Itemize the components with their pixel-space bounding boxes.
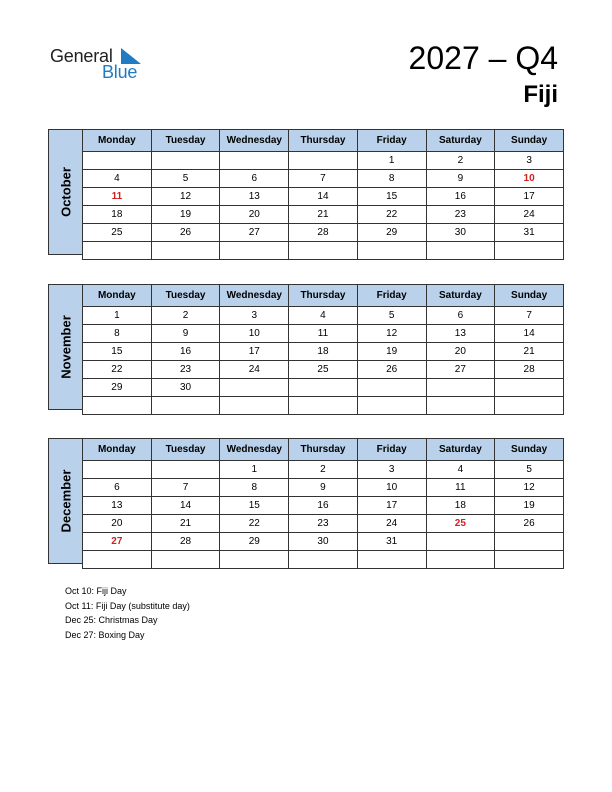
day-cell — [151, 551, 220, 569]
day-cell: 15 — [83, 343, 152, 361]
day-cell: 13 — [426, 325, 495, 343]
day-cell — [426, 551, 495, 569]
day-cell: 26 — [357, 361, 426, 379]
day-cell: 2 — [289, 461, 358, 479]
day-cell: 24 — [495, 206, 564, 224]
day-cell — [220, 551, 289, 569]
day-cell — [289, 551, 358, 569]
weekday-header: Sunday — [495, 285, 564, 307]
day-cell: 9 — [151, 325, 220, 343]
day-cell — [220, 152, 289, 170]
day-cell: 1 — [83, 307, 152, 325]
day-cell: 6 — [426, 307, 495, 325]
day-cell: 12 — [151, 188, 220, 206]
weekday-header: Sunday — [495, 439, 564, 461]
day-cell: 13 — [83, 497, 152, 515]
calendar-table — [82, 129, 564, 260]
weekday-header: Tuesday — [151, 130, 220, 152]
weekday-header: Monday — [83, 439, 152, 461]
day-cell — [357, 551, 426, 569]
day-cell: 24 — [220, 361, 289, 379]
day-cell: 20 — [220, 206, 289, 224]
weekday-header: Thursday — [289, 130, 358, 152]
day-cell: 5 — [495, 461, 564, 479]
day-cell: 2 — [151, 307, 220, 325]
weekday-header: Thursday — [289, 285, 358, 307]
day-cell: 24 — [357, 515, 426, 533]
month-label-box — [48, 129, 82, 255]
day-cell: 19 — [151, 206, 220, 224]
weekday-header: Wednesday — [220, 130, 289, 152]
day-cell: 30 — [426, 224, 495, 242]
weekday-header-row — [83, 285, 564, 307]
day-cell: 2 — [426, 152, 495, 170]
day-cell: 27 — [83, 533, 152, 551]
day-cell: 28 — [289, 224, 358, 242]
day-cell — [495, 379, 564, 397]
calendar-table — [82, 438, 564, 569]
logo-blue-text: Blue — [102, 62, 138, 82]
day-cell — [83, 152, 152, 170]
day-cell: 10 — [357, 479, 426, 497]
week-row — [83, 397, 564, 415]
day-cell: 8 — [220, 479, 289, 497]
day-cell — [83, 461, 152, 479]
day-cell: 19 — [357, 343, 426, 361]
week-row — [83, 152, 564, 170]
week-row — [83, 551, 564, 569]
week-row — [83, 515, 564, 533]
day-cell: 20 — [83, 515, 152, 533]
day-cell: 25 — [289, 361, 358, 379]
logo-general-text: General — [50, 46, 113, 66]
calendar-table — [82, 284, 564, 415]
weekday-header: Monday — [83, 285, 152, 307]
day-cell — [151, 152, 220, 170]
month-label-box — [48, 284, 82, 410]
weekday-header: Saturday — [426, 130, 495, 152]
day-cell: 25 — [83, 224, 152, 242]
month-october — [48, 129, 564, 255]
day-cell: 3 — [357, 461, 426, 479]
week-row — [83, 325, 564, 343]
day-cell — [289, 242, 358, 260]
week-row — [83, 188, 564, 206]
day-cell: 20 — [426, 343, 495, 361]
day-cell: 7 — [151, 479, 220, 497]
holiday-note: Dec 27: Boxing Day — [65, 629, 145, 640]
day-cell: 1 — [357, 152, 426, 170]
day-cell: 28 — [495, 361, 564, 379]
day-cell: 18 — [83, 206, 152, 224]
holiday-note: Oct 10: Fiji Day — [65, 586, 127, 596]
day-cell: 1 — [220, 461, 289, 479]
day-cell: 11 — [289, 325, 358, 343]
day-cell: 23 — [289, 515, 358, 533]
week-row — [83, 307, 564, 325]
day-cell: 21 — [289, 206, 358, 224]
day-cell — [426, 242, 495, 260]
weekday-header: Sunday — [495, 130, 564, 152]
week-row — [83, 242, 564, 260]
week-row — [83, 361, 564, 379]
day-cell: 22 — [357, 206, 426, 224]
weekday-header-row — [83, 130, 564, 152]
week-row — [83, 224, 564, 242]
day-cell: 31 — [495, 224, 564, 242]
week-row — [83, 461, 564, 479]
day-cell: 3 — [220, 307, 289, 325]
day-cell — [83, 551, 152, 569]
logo — [50, 44, 160, 84]
day-cell: 4 — [83, 170, 152, 188]
day-cell: 12 — [495, 479, 564, 497]
day-cell: 23 — [426, 206, 495, 224]
day-cell: 9 — [426, 170, 495, 188]
day-cell — [426, 379, 495, 397]
day-cell: 17 — [357, 497, 426, 515]
weekday-header: Monday — [83, 130, 152, 152]
day-cell: 7 — [289, 170, 358, 188]
weekday-header: Saturday — [426, 439, 495, 461]
day-cell: 10 — [220, 325, 289, 343]
week-row — [83, 533, 564, 551]
week-row — [83, 206, 564, 224]
day-cell: 29 — [220, 533, 289, 551]
weekday-header: Saturday — [426, 285, 495, 307]
day-cell — [289, 152, 358, 170]
day-cell — [151, 397, 220, 415]
day-cell: 30 — [151, 379, 220, 397]
day-cell: 16 — [426, 188, 495, 206]
weekday-header: Friday — [357, 439, 426, 461]
day-cell: 6 — [220, 170, 289, 188]
day-cell: 31 — [357, 533, 426, 551]
week-row — [83, 479, 564, 497]
day-cell: 14 — [151, 497, 220, 515]
day-cell: 29 — [83, 379, 152, 397]
day-cell: 15 — [357, 188, 426, 206]
month-label: December — [58, 469, 73, 533]
day-cell — [495, 551, 564, 569]
holiday-note: Oct 11: Fiji Day (substitute day) — [65, 600, 190, 611]
day-cell — [289, 379, 358, 397]
day-cell: 18 — [289, 343, 358, 361]
day-cell: 15 — [220, 497, 289, 515]
day-cell: 9 — [289, 479, 358, 497]
day-cell: 21 — [151, 515, 220, 533]
day-cell — [495, 397, 564, 415]
day-cell: 26 — [495, 515, 564, 533]
day-cell — [220, 242, 289, 260]
day-cell: 3 — [495, 152, 564, 170]
day-cell — [151, 242, 220, 260]
day-cell — [357, 397, 426, 415]
day-cell: 7 — [495, 307, 564, 325]
day-cell — [83, 242, 152, 260]
page-title: 2027 – Q4 — [408, 40, 558, 76]
day-cell — [426, 397, 495, 415]
day-cell: 16 — [151, 343, 220, 361]
day-cell: 4 — [426, 461, 495, 479]
day-cell: 8 — [357, 170, 426, 188]
day-cell: 14 — [289, 188, 358, 206]
weekday-header: Friday — [357, 130, 426, 152]
day-cell: 14 — [495, 325, 564, 343]
month-label: October — [58, 167, 73, 217]
day-cell: 11 — [83, 188, 152, 206]
weekday-header: Wednesday — [220, 439, 289, 461]
day-cell — [495, 533, 564, 551]
day-cell: 26 — [151, 224, 220, 242]
month-label-box — [48, 438, 82, 564]
day-cell — [426, 533, 495, 551]
day-cell: 17 — [220, 343, 289, 361]
day-cell — [83, 397, 152, 415]
day-cell: 17 — [495, 188, 564, 206]
day-cell: 18 — [426, 497, 495, 515]
day-cell — [357, 242, 426, 260]
day-cell — [495, 242, 564, 260]
day-cell: 27 — [220, 224, 289, 242]
day-cell: 23 — [151, 361, 220, 379]
country-name: Fiji — [523, 81, 558, 108]
day-cell: 5 — [151, 170, 220, 188]
month-label: November — [58, 315, 73, 379]
day-cell: 27 — [426, 361, 495, 379]
day-cell — [289, 397, 358, 415]
day-cell — [220, 397, 289, 415]
day-cell: 5 — [357, 307, 426, 325]
weekday-header: Friday — [357, 285, 426, 307]
week-row — [83, 379, 564, 397]
day-cell: 12 — [357, 325, 426, 343]
day-cell — [220, 379, 289, 397]
holiday-notes — [65, 584, 190, 642]
day-cell: 25 — [426, 515, 495, 533]
day-cell: 4 — [289, 307, 358, 325]
weekday-header: Wednesday — [220, 285, 289, 307]
day-cell: 29 — [357, 224, 426, 242]
day-cell: 13 — [220, 188, 289, 206]
day-cell: 22 — [83, 361, 152, 379]
day-cell — [357, 379, 426, 397]
week-row — [83, 497, 564, 515]
day-cell: 30 — [289, 533, 358, 551]
month-november — [48, 284, 564, 410]
day-cell: 10 — [495, 170, 564, 188]
week-row — [83, 343, 564, 361]
day-cell: 28 — [151, 533, 220, 551]
day-cell: 11 — [426, 479, 495, 497]
holiday-note: Dec 25: Christmas Day — [65, 615, 158, 625]
weekday-header: Tuesday — [151, 439, 220, 461]
month-december — [48, 438, 564, 564]
day-cell: 16 — [289, 497, 358, 515]
day-cell: 6 — [83, 479, 152, 497]
week-row — [83, 170, 564, 188]
weekday-header: Tuesday — [151, 285, 220, 307]
day-cell: 21 — [495, 343, 564, 361]
day-cell: 8 — [83, 325, 152, 343]
weekday-header-row — [83, 439, 564, 461]
day-cell: 22 — [220, 515, 289, 533]
day-cell — [151, 461, 220, 479]
day-cell: 19 — [495, 497, 564, 515]
weekday-header: Thursday — [289, 439, 358, 461]
